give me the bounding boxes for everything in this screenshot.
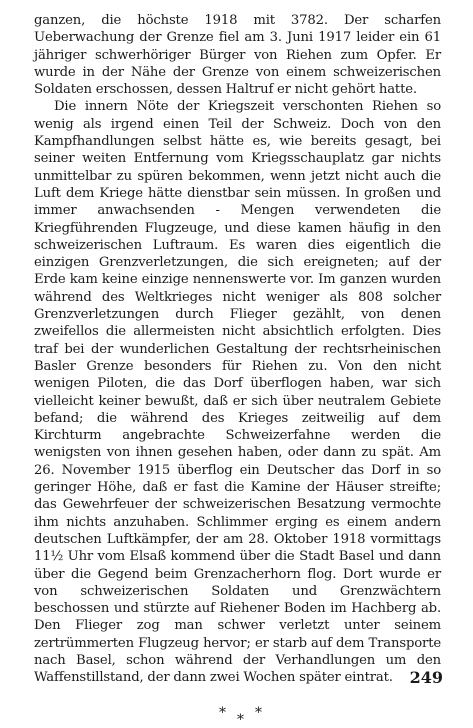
page-body: [34, 12, 441, 727]
page-number: 249: [409, 668, 443, 687]
asterisk-mark: *: [219, 704, 226, 721]
paragraph-continuation: ganzen, die höchste 1918 mit 3782. Der scharfen Ueberwachung der Grenze fiel am 3. Juni 1917 leider ein 61 jähriger schwerhöriger Bürger von Riehen zum Opfer. Er wurde in der Nähe der Grenze von einem schweizerischen Soldaten erschossen, dessen Haltruf er nicht gehört hatte.: [34, 13, 441, 98]
asterisk-mark: *: [255, 704, 262, 721]
asterisk-mark: *: [237, 711, 244, 728]
section-asterism: [34, 705, 441, 727]
paragraph-main: Die innern Nöte der Kriegszeit verschonten Riehen so wenig als irgend einen Teil der Schweiz. Doch von den Kampfhandlungen selbst hätte es, wie bereits gesagt, bei seiner weiten Entfernung vom Kriegsschauplatz gar nichts unmittelbar zu spüren bekommen, wenn jetzt nicht auch die Luft dem Kriege hätte dienstbar sein müssen. In großen und immer anwachsenden - Mengen verwendeten die Kriegführenden Flugzeuge, und diese kamen häufig in den schweizerischen Luftraum. Es waren dies eigentlich die einzigen Grenzverletzungen, die sich ereigneten; auf der Erde kam keine einzige nennenswerte vor. Im ganzen wurden während des Weltkrieges nicht weniger als 808 solcher Grenzverletzungen durch Flieger gezählt, von denen zweifellos die allermeisten nicht absichtlich erfolgten. Dies traf bei der wunderlichen Gestaltung der rechtsrheinischen Basler Grenze besonders für Riehen zu. Von den nicht wenigen Piloten, die das Dorf überflogen haben, war sich vielleicht keiner bewußt, daß er sich über neutralem Gebiete befand; die während des Krieges zeitweilig auf dem Kirchturm angebrachte Schweizerfahne werden die wenigsten von ihnen gesehen haben, oder dann zu spät. Am 26. November 1915 überflog ein Deutscher das Dorf in so geringer Höhe, daß er fast die Kamine der Häuser streifte; das Gewehrfeuer der schweizerischen Besatzung vermochte ihm nichts anzuhaben. Schlimmer erging es einem andern deutschen Luftkämpfer, der am 28. Oktober 1918 vormittags 11½ Uhr vom Elsaß kommend über die Stadt Basel und dann über die Gegend beim Grenzacherhorn flog. Dort wurde er von schweizerischen Soldaten und Grenzwächtern beschossen und stürzte auf Riehener Boden im Hachberg ab. Den Flieger zog man schwer verletzt unter seinem zertrümmerten Flugzeug hervor; er starb auf dem Transporte nach Basel, schon während der Verhandlungen um den Waffenstillstand, der dann zwei Wochen später eintrat.: [34, 99, 441, 686]
